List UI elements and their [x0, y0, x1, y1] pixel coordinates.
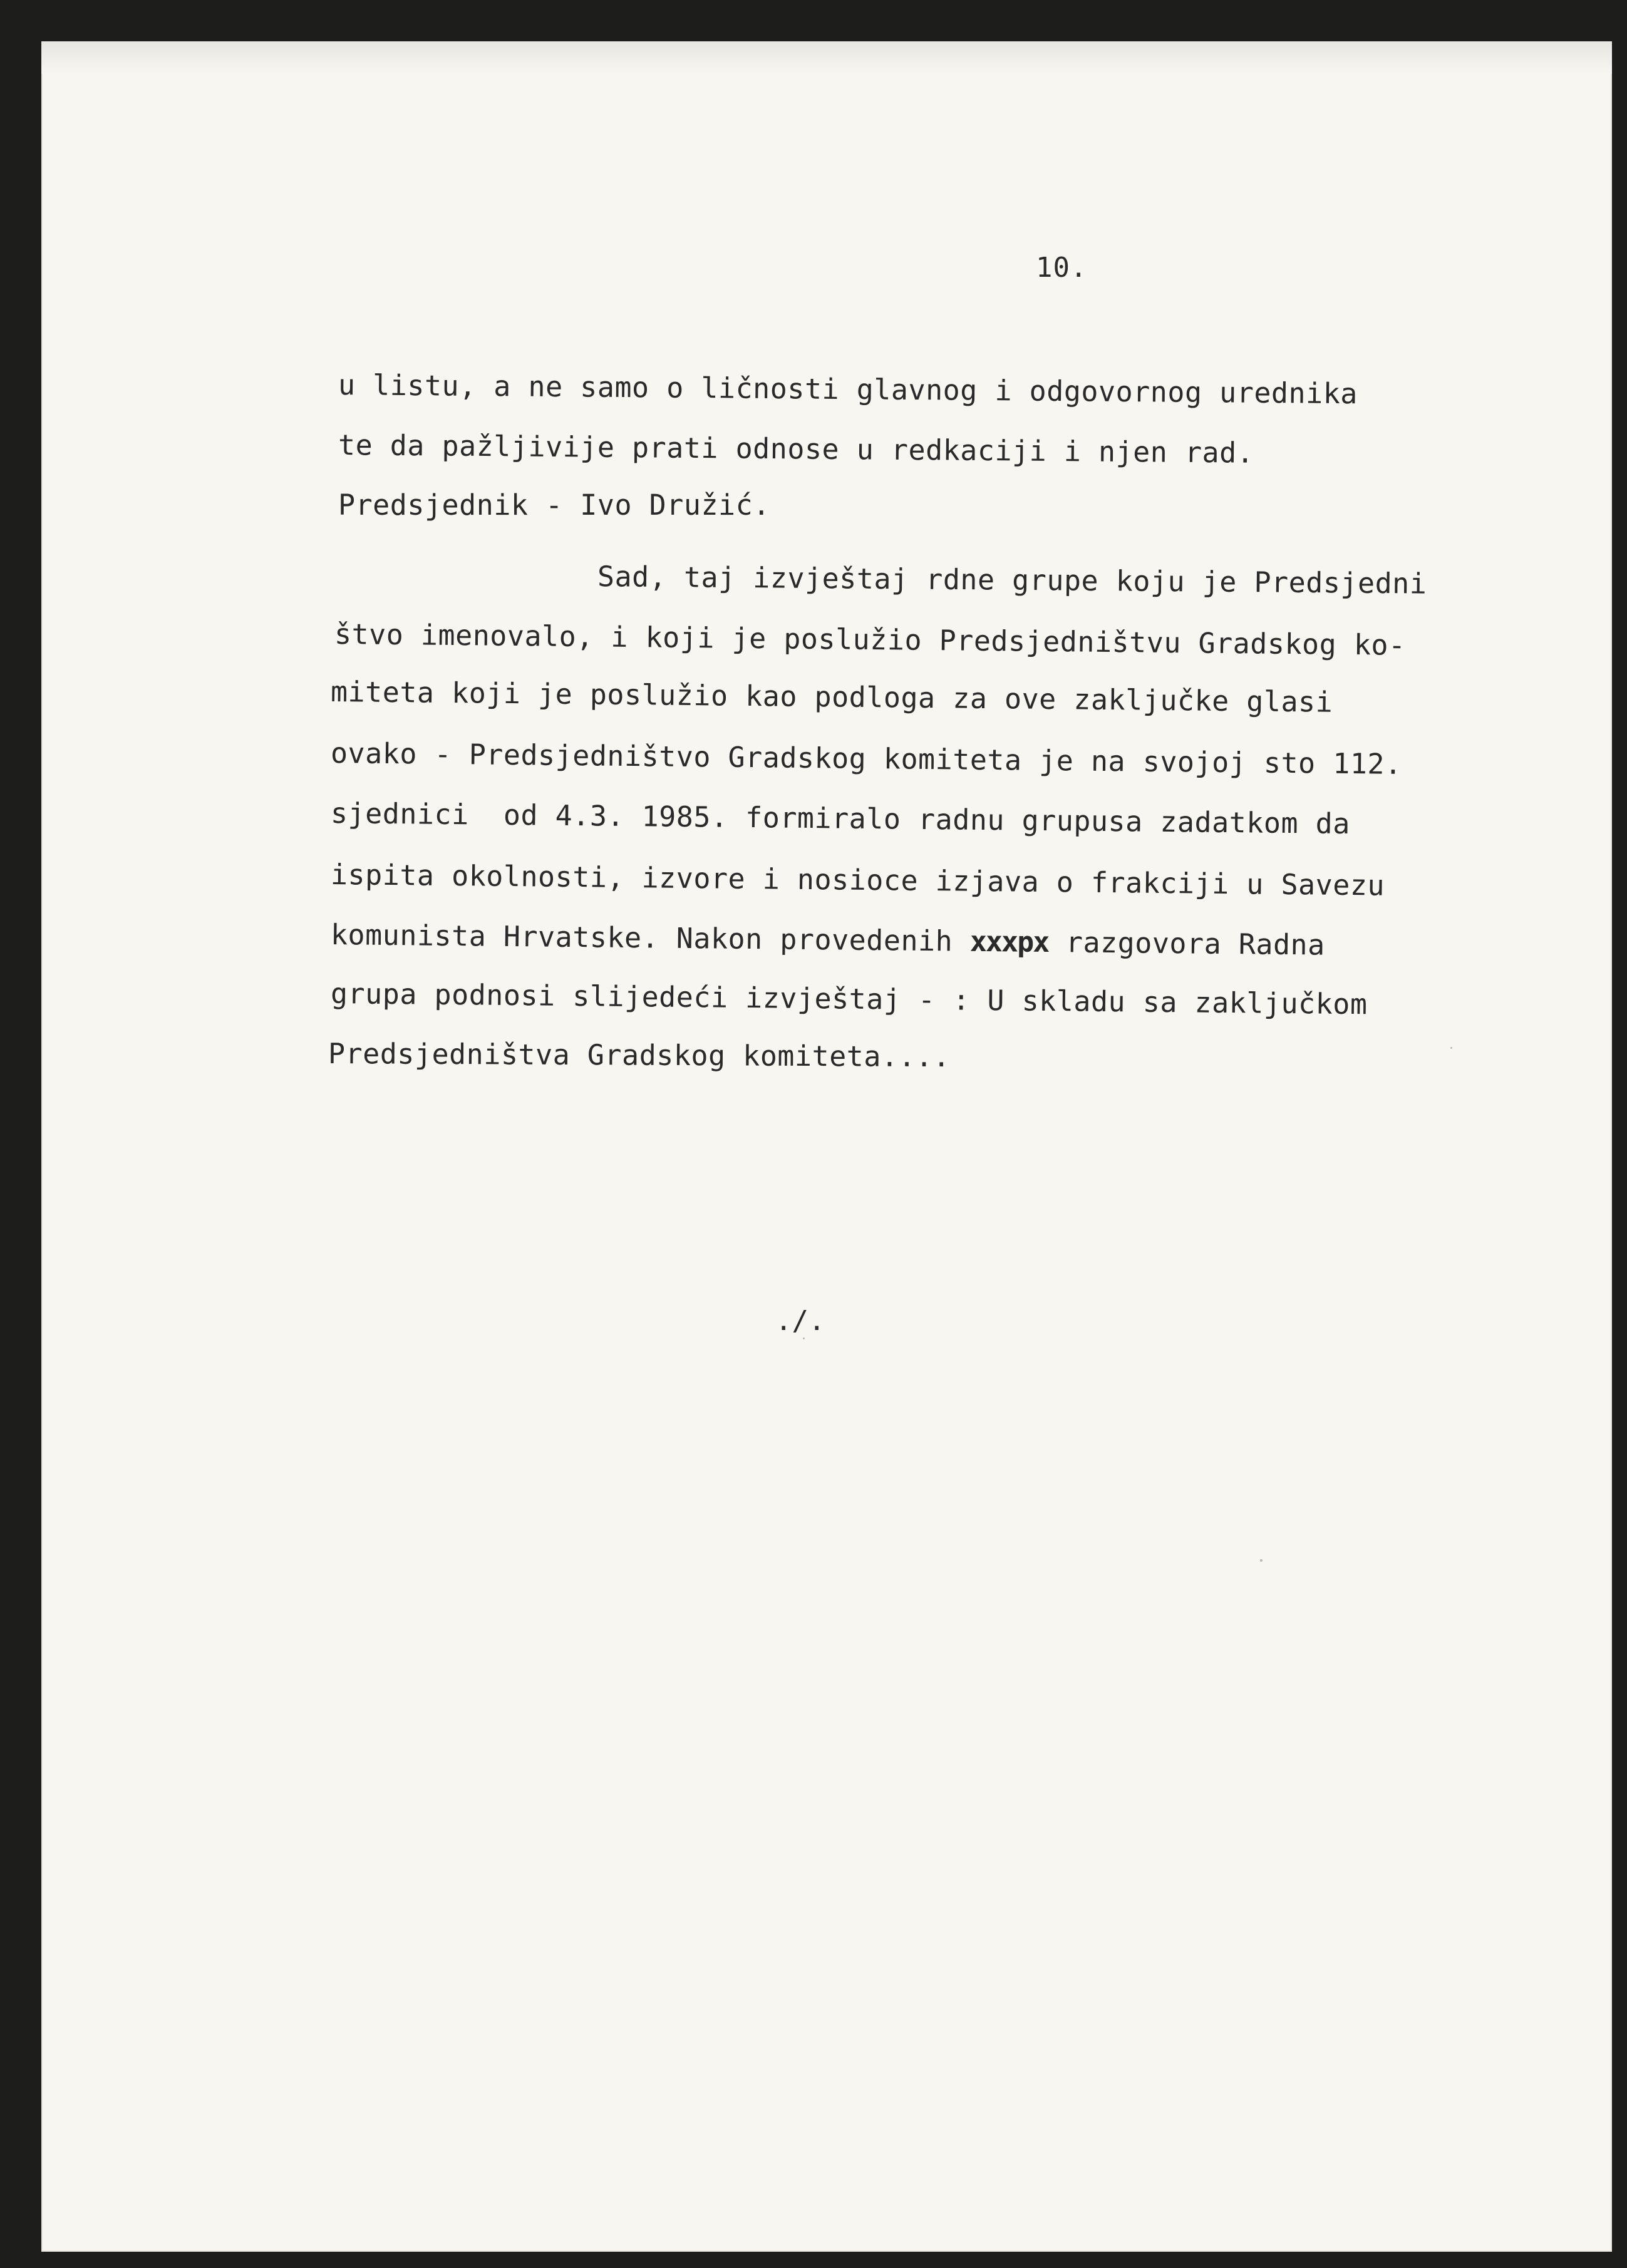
paper-speck — [1260, 1559, 1263, 1562]
text-line-11: grupa podnosi slijedeći izvještaj - : U skladu sa zaključkom — [330, 977, 1368, 1021]
text-line-10 — [331, 918, 1325, 962]
text-line-4: Sad, taj izvještaj rdne grupe koju je Predsjedni — [597, 560, 1427, 601]
page-number: 10. — [1036, 252, 1088, 284]
text-line-5: štvo imenovalo, i koji je poslužio Predsjedništvu Gradskog ko- — [334, 617, 1406, 662]
page-top-shadow — [41, 41, 1612, 74]
text-line-7: ovako - Predsjedništvo Gradskog komiteta je na svojoj sto 112. — [330, 736, 1402, 781]
text-line-10-end: razgovora Radna — [1048, 925, 1326, 962]
paper-speck — [803, 1338, 805, 1339]
text-line-6: miteta koji je poslužio kao podloga za ove zaključke glasi — [330, 675, 1333, 719]
document-page — [41, 41, 1612, 2252]
text-line-2: te da pažljivije prati odnose u redkaciji i njen rad. — [338, 428, 1254, 470]
text-line-10-start: komunista Hrvatske. Nakon provedenih — [330, 918, 971, 958]
text-line-8: sjednici od 4.3. 1985. formiralo radnu grupusa zadatkom da — [330, 796, 1351, 841]
text-line-1: u listu, a ne samo o ličnosti glavnog i odgovornog urednika — [338, 368, 1358, 411]
paper-speck — [1450, 1047, 1452, 1049]
text-line-9: ispita okolnosti, izvore i nosioce izjava o frakciji u Savezu — [330, 858, 1385, 902]
text-line-3: Predsjednik - Ivo Družić. — [338, 488, 770, 522]
continuation-mark: ./. — [775, 1305, 825, 1337]
struck-out-word: xxxpx — [969, 924, 1049, 959]
text-line-12: Predsjedništva Gradskog komiteta.... — [328, 1037, 951, 1074]
